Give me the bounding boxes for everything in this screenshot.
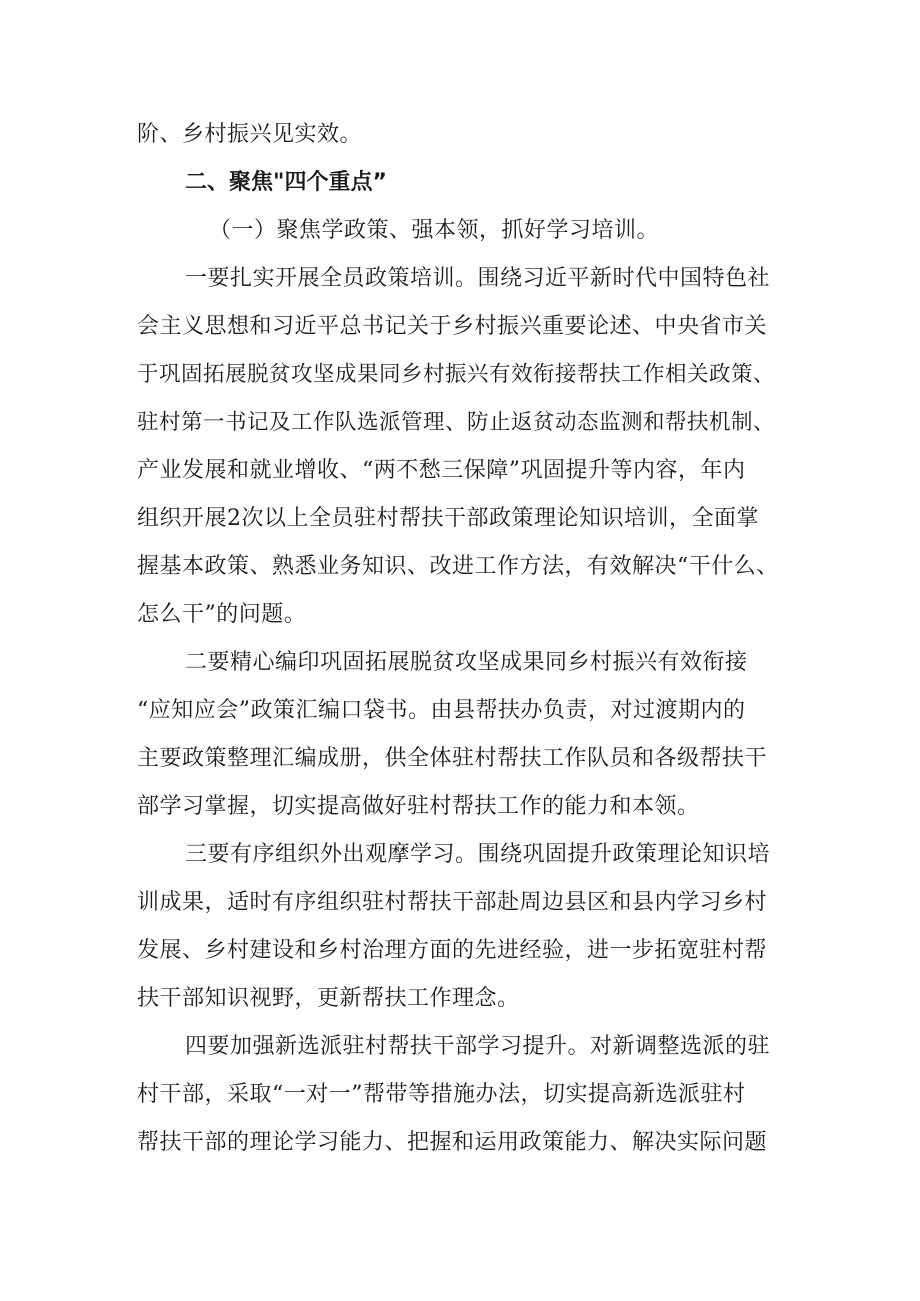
paragraph-line: 会主义思想和习近平总书记关于乡村振兴重要论述、中央省市关: [137, 314, 768, 339]
paragraph-line: 组织开展2次以上全员驻村帮扶干部政策理论知识培训，全面掌: [137, 506, 759, 531]
paragraph-line: 怎么干”的问题。: [137, 602, 307, 627]
document-page: [137, 111, 787, 1167]
paragraph-line: 部学习掌握，切实提高做好驻村帮扶工作的能力和本领。: [137, 794, 700, 819]
paragraph-line: 驻村第一书记及工作队选派管理、防止返贫动态监测和帮扶机制、: [137, 410, 776, 435]
paragraph-line: 帮扶干部的理论学习能力、把握和运用政策能力、解决实际问题: [137, 1130, 768, 1155]
paragraph-line: 一要扎实开展全员政策培训。围绕习近平新时代中国特色社: [185, 266, 771, 291]
paragraph-line: 四要加强新选派驻村帮扶干部学习提升。对新调整选派的驻: [185, 1034, 771, 1059]
paragraph-line: 阶、乡村振兴见实效。: [137, 122, 363, 147]
paragraph-line: 发展、乡村建设和乡村治理方面的先进经验，进一步拓宽驻村帮: [137, 938, 768, 963]
section-heading: 二、聚焦"四个重点”: [185, 170, 387, 195]
paragraph-line: “应知应会”政策汇编口袋书。由县帮扶办负责，对过渡期内的: [137, 698, 746, 723]
paragraph-line: 于巩固拓展脱贫攻坚成果同乡村振兴有效衔接帮扶工作相关政策、: [137, 362, 776, 387]
paragraph-line: 二要精心编印巩固拓展脱贫攻坚成果同乡村振兴有效衔接: [185, 650, 748, 675]
paragraph-line: 握基本政策、熟悉业务知识、改进工作方法，有效解决“干什么、: [137, 554, 779, 579]
paragraph-line: 三要有序组织外出观摩学习。围绕巩固提升政策理论知识培: [185, 842, 771, 867]
paragraph-line: 村干部，采取“一对一”帮带等措施办法，切实提高新选派驻村: [137, 1082, 746, 1107]
paragraph-line: 产业发展和就业增收、“两不愁三保障”巩固提升等内容，年内: [137, 458, 746, 483]
paragraph-line: 训成果，适时有序组织驻村帮扶干部赴周边县区和县内学习乡村: [137, 890, 768, 915]
paragraph-line: 主要政策整理汇编成册，供全体驻村帮扶工作队员和各级帮扶干: [137, 746, 768, 771]
paragraph-line: 扶干部知识视野，更新帮扶工作理念。: [137, 986, 520, 1011]
subsection-heading: （一）聚焦学政策、强本领，抓好学习培训。: [209, 218, 660, 243]
